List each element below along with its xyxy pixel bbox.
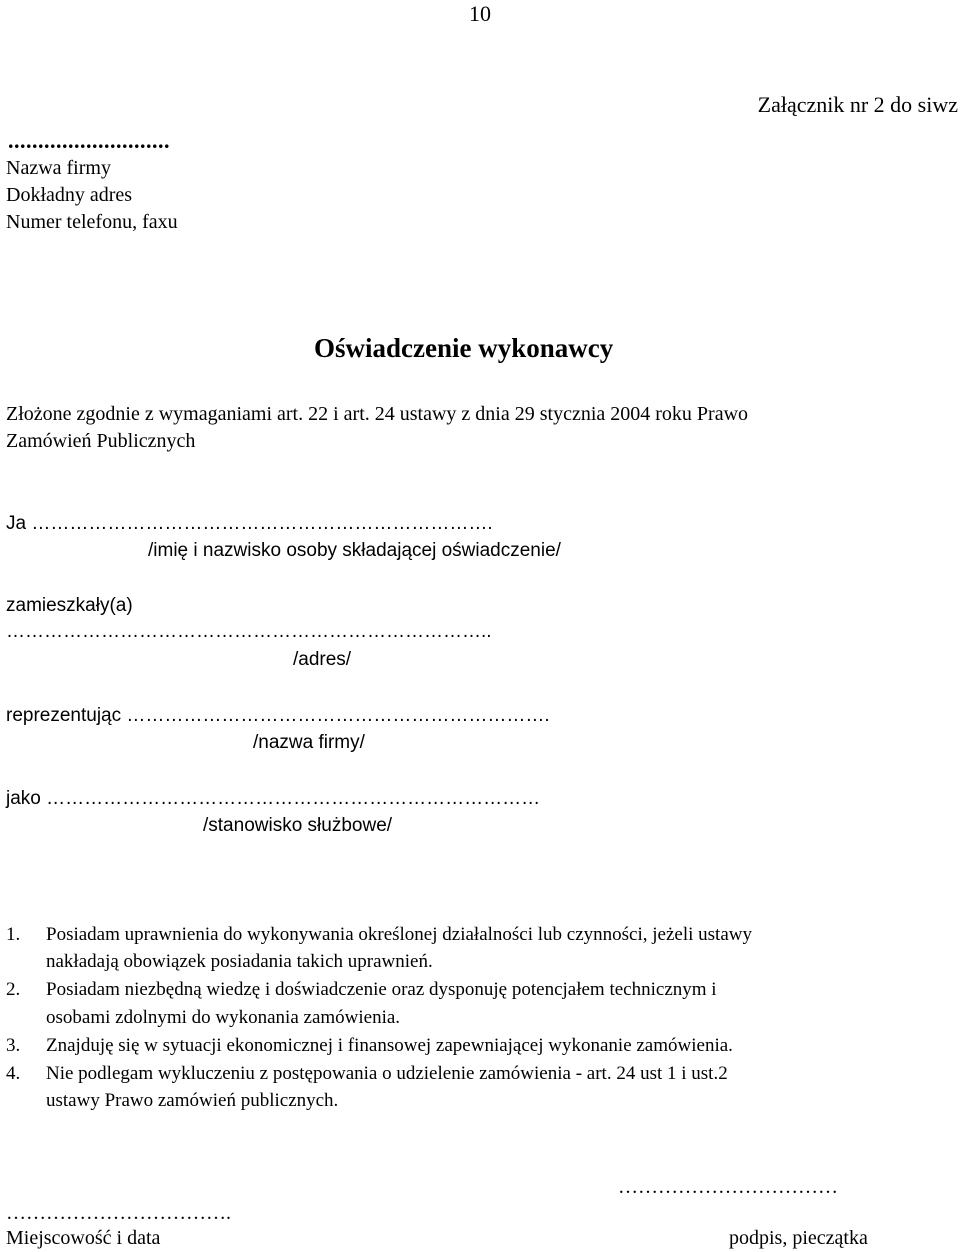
position-field-line: jako …………………………………………………………………… — [6, 788, 541, 809]
page-number: 10 — [469, 1, 491, 26]
clause-1-number: 1. — [6, 924, 21, 945]
clause-1-line-1: Posiadam uprawnienia do wykonywania określonej działalności lub czynności, jeżeli ustawy — [46, 924, 752, 945]
signature-label: podpis, pieczątka — [729, 1227, 868, 1249]
document-title: Oświadczenie wykonawcy — [314, 333, 614, 363]
clause-3-number: 3. — [6, 1035, 21, 1056]
clause-4-number: 4. — [6, 1063, 21, 1084]
clause-1-line-2: nakładają obowiązek posiadania takich uprawnień. — [46, 951, 433, 972]
company-field-caption: /nazwa firmy/ — [253, 732, 365, 753]
residence-label: zamieszkały(a) — [6, 595, 133, 616]
place-date-dots: ……………………………. — [6, 1202, 231, 1224]
clause-3-line-1: Znajduję się w sytuacji ekonomicznej i finansowej zapewniającej wykonanie zamówienia. — [46, 1035, 733, 1056]
legal-basis-line-2: Zamówień Publicznych — [6, 430, 196, 452]
position-field-caption: /stanowisko służbowe/ — [203, 815, 393, 836]
company-phone-label: Numer telefonu, faxu — [6, 211, 178, 233]
clause-4-line-1: Nie podlegam wykluczeniu z postępowania o udzielenie zamówienia - art. 24 ust 1 i ust.2 — [46, 1063, 728, 1084]
company-name-label: Nazwa firmy — [6, 157, 111, 179]
clause-2-line-2: osobami zdolnymi do wykonania zamówienia. — [46, 1007, 401, 1028]
clause-2-number: 2. — [6, 979, 21, 1000]
name-field-caption: /imię i nazwisko osoby składającej oświadczenie/ — [148, 540, 561, 561]
company-dots: ........................... — [8, 128, 170, 153]
legal-basis-line-1: Złożone zgodnie z wymaganiami art. 22 i art. 24 ustawy z dnia 29 stycznia 2004 roku Prawo — [6, 403, 749, 425]
representing-field-line: reprezentując …………………………………………………………. — [6, 705, 550, 726]
address-field-caption: /adres/ — [293, 649, 352, 670]
address-field-line: ………………………………………………………………….. — [6, 621, 492, 642]
name-field-line: Ja ………………………………………………………………. — [6, 513, 493, 534]
clause-2-line-1: Posiadam niezbędną wiedzę i doświadczenie oraz dysponuję potencjałem technicznym i — [46, 979, 717, 1000]
signature-dots: …………………………… — [618, 1176, 838, 1198]
place-date-label: Miejscowość i data — [6, 1227, 161, 1249]
clause-4-line-2: ustawy Prawo zamówień publicznych. — [46, 1090, 339, 1111]
annex-label: Załącznik nr 2 do siwz — [757, 92, 958, 117]
company-address-label: Dokładny adres — [6, 184, 133, 206]
